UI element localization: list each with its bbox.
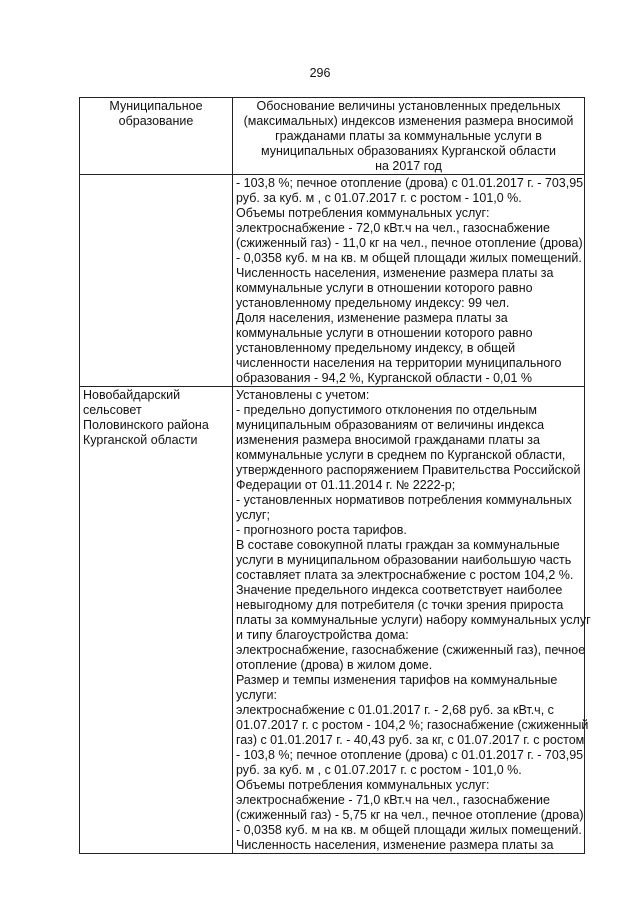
justification-line: платы за коммунальные услуги) набору коммунальных услуг	[236, 613, 591, 627]
justification-line: электроснабжение - 72,0 кВт.ч на чел., газоснабжение	[236, 221, 550, 235]
header-justification-line: на 2017 год	[375, 159, 442, 173]
justification-line: (сжиженный газ) - 11,0 кг на чел., печное отопление (дрова)	[236, 236, 583, 250]
header-municipality	[80, 98, 233, 175]
justification-line: - 0,0358 куб. м на кв. м общей площади жилых помещений.	[236, 251, 582, 265]
table-row	[80, 175, 585, 387]
justification-line: утвержденного распоряжением Правительства Российской	[236, 463, 581, 477]
justification-line: - установленных нормативов потребления коммунальных	[236, 493, 572, 507]
justification-line: услуги:	[236, 688, 277, 702]
justification-line: газ) с 01.01.2017 г. - 40,43 руб. за кг, с 01.07.2017 г. с ростом	[236, 733, 585, 747]
header-justification-line: Обоснование величины установленных предельных	[256, 99, 561, 113]
header-justification-line: гражданами платы за коммунальные услуги в	[275, 129, 542, 143]
justification-line: услуг;	[236, 508, 270, 522]
justification-line: - 103,8 %; печное отопление (дрова) с 01.01.2017 г. - 703,95	[236, 176, 584, 190]
justification-line: установленному предельному индексу, в общей	[236, 341, 516, 355]
justification-line: электроснабжение - 71,0 кВт.ч на чел., газоснабжение	[236, 793, 550, 807]
justification-line: - прогнозного роста тарифов.	[236, 523, 407, 537]
justification-line: составляет плата за электроснабжение с ростом 104,2 %.	[236, 568, 574, 582]
municipality-cell	[80, 175, 233, 387]
table-row	[80, 387, 585, 854]
justification-line: - 103,8 %; печное отопление (дрова) с 01.01.2017 г. - 703,95	[236, 748, 584, 762]
justification-line: - 0,0358 куб. м на кв. м общей площади жилых помещений.	[236, 823, 582, 837]
table-header-row	[80, 98, 585, 175]
header-municipality-line: образование	[118, 114, 194, 128]
justification-line: коммунальные услуги в отношении которого равно	[236, 281, 533, 295]
justification-line: Численность населения, изменение размера платы за	[236, 266, 554, 280]
justification-line: Размер и темпы изменения тарифов на коммунальные	[236, 673, 558, 687]
justification-line: услуги в муниципальном образовании наибольшую часть	[236, 553, 572, 567]
justification-line: коммунальные услуги в среднем по Курганской области,	[236, 448, 566, 462]
justification-line: руб. за куб. м , с 01.07.2017 г. с ростом - 101,0 %.	[236, 191, 522, 205]
municipality-line: Половинского района	[83, 418, 209, 432]
justification-line: Федерации от 01.11.2014 г. № 2222-р;	[236, 478, 456, 492]
header-municipality-line: Муниципальное	[109, 99, 203, 113]
justification-line: - предельно допустимого отклонения по отдельным	[236, 403, 538, 417]
justification-line: Доля населения, изменение размера платы за	[236, 311, 508, 325]
justification-line: коммунальные услуги в отношении которого равно	[236, 326, 533, 340]
justification-line: Объемы потребления коммунальных услуг:	[236, 778, 490, 792]
header-justification	[233, 98, 585, 175]
municipality-cell	[80, 387, 233, 854]
justification-line: и типу благоустройства дома:	[236, 628, 409, 642]
justification-line: электроснабжение, газоснабжение (сжиженный газ), печное	[236, 643, 586, 657]
justification-line: отопление (дрова) в жилом доме.	[236, 658, 433, 672]
justification-line: Установлены с учетом:	[236, 388, 370, 402]
justification-line: Значение предельного индекса соответствует наиболее	[236, 583, 563, 597]
justification-cell	[233, 387, 591, 854]
municipality-line: Курганской области	[83, 433, 198, 447]
justification-line: Объемы потребления коммунальных услуг:	[236, 206, 490, 220]
justification-line: невыгодному для потребителя (с точки зрения прироста	[236, 598, 564, 612]
justification-line: муниципальным образованиям от величины индекса	[236, 418, 545, 432]
municipality-line: сельсовет	[83, 403, 142, 417]
justification-line: 01.07.2017 г. с ростом - 104,2 %; газоснабжение (сжиженный	[236, 718, 589, 732]
tariff-justification-table	[79, 97, 591, 854]
justification-line: образования - 94,2 %, Курганской области - 0,01 %	[236, 371, 533, 385]
municipality-line: Новобайдарский	[83, 388, 181, 402]
table-body	[80, 175, 591, 854]
justification-line: Численность населения, изменение размера платы за	[236, 838, 554, 852]
header-justification-line: (максимальных) индексов изменения размера вносимой	[243, 114, 574, 128]
justification-line: изменения размера вносимой гражданами платы за	[236, 433, 540, 447]
justification-cell	[233, 175, 585, 387]
justification-line: руб. за куб. м , с 01.07.2017 г. с ростом - 101,0 %.	[236, 763, 522, 777]
justification-line: численности населения на территории муниципального	[236, 356, 562, 370]
header-justification-line: муниципальных образованиях Курганской области	[261, 144, 556, 158]
justification-line: электроснабжение с 01.01.2017 г. - 2,68 руб. за кВт.ч, с	[236, 703, 554, 717]
justification-line: В составе совокупной платы граждан за коммунальные	[236, 538, 560, 552]
page-number: 296	[309, 66, 331, 80]
justification-line: установленному предельному индексу: 99 чел.	[236, 296, 510, 310]
justification-line: (сжиженный газ) - 5,75 кг на чел., печное отопление (дрова)	[236, 808, 584, 822]
